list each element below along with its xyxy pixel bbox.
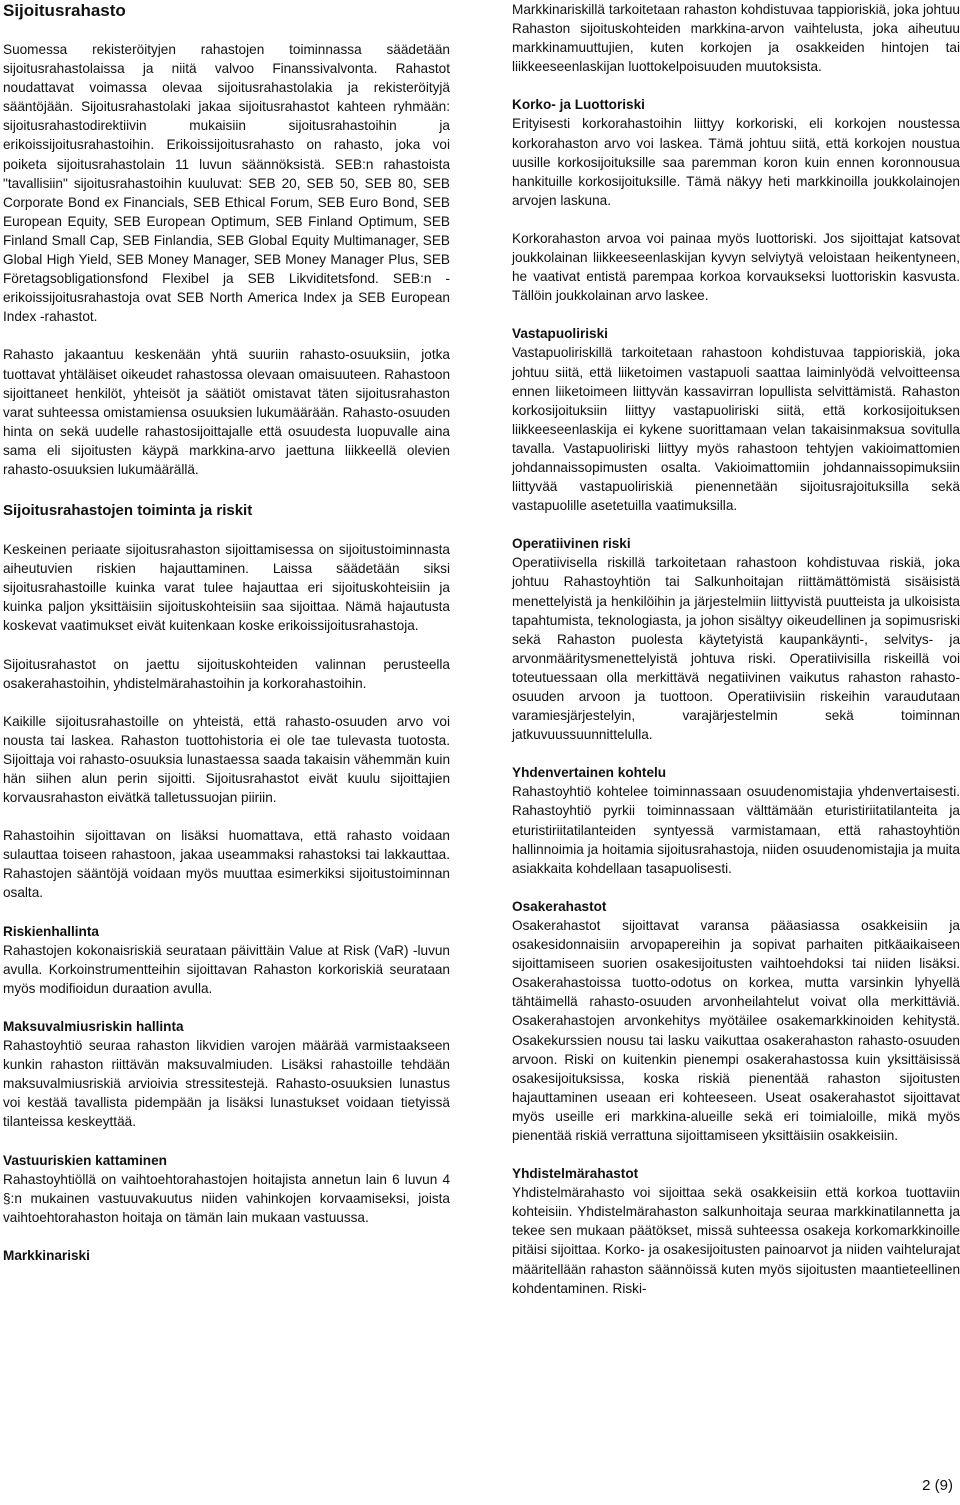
paragraph-operational-risk: Operatiivisella riskillä tarkoitetaan rahastoon kohdistuvaa riskiä, joka johtuu Rahastoyhtiön tai Salkunhoitajan riittämättömistä sisäisistä menettelyistä ja henkilöihin ja järjestelmiin liittyvistä puutteista ja ulkoisista tapahtumista, teknologiasta, ja johon sisältyy oikeudellinen ja sopimusriski sekä Rahaston puolesta käytetyistä kaupankäynti-, selvitys- ja arvonmääritysmenettelyistä johtuva riski. Operatiivisilla riskeillä voi toteutuessaan olla merkittävä negatiivinen vaikutus rahaston rahasto-osuuden arvoon ja tuottoon. Operatiivisiin riskeihin varaudutaan varamiesjärjestelyin, varajärjestelmin sekä toiminnan jatkuvuussuunnittelulla.: [512, 555, 960, 743]
heading-market-risk: Markkinariski: [3, 1247, 90, 1263]
paragraph-counterparty-risk: Vastapuoliriskillä tarkoitetaan rahastoon kohdistuvaa tappioriskiä, joka johtuu siitä, että liiketoimen vastapuoli saattaa laiminlyödä velvoitteensa ennen liiketoimeen liittyvän kassavirran lopullista selvittämistä. Rahaston korkosijoituksiin liittyy vastapuoliriski siitä, että korkosijoituksen liikkeeseenlaskija ei kykene suorittamaan velan takaisinmaksua sovitulla tavalla. Vastapuoliriski liittyy myös rahastoon tehtyjen vakioimattomien johdannaissopimusten osalta. Vakioimattomiin johdannaissopimuksiin liittyvää vastapuoliriskiä pienennetään sijoitusrajoituksilla sekä vastapuolille asetetuilla vaatimuksilla.: [512, 345, 960, 514]
heading-liquidity-risk: Maksuvalmiusriskin hallinta: [3, 1018, 184, 1034]
heading-counterparty-risk: Vastapuoliriski: [512, 326, 608, 342]
paragraph-fund-changes: Rahastoihin sijoittavan on lisäksi huomattava, että rahasto voidaan sulauttaa toiseen rahastoon, jakaa useammaksi rahastoksi tai lakkauttaa. Rahastojen sääntöjä voidaan myös muuttaa esimerkiksi sijoitustoiminnan osalta.: [3, 828, 450, 901]
paragraph-liability-coverage: Rahastoyhtiöllä on vaihtoehtorahastojen hoitajista annetun lain 6 luvun 4 §:n mukainen vastuuvakuutus niiden vahinkojen korvaamiseksi, joista vaihtoehtorahaston hoitaja on tämän lain mukaan vastuussa.: [3, 1171, 450, 1225]
heading-operational-risk: Operatiivinen riski: [512, 536, 631, 552]
paragraph-diversification: Keskeinen periaate sijoitusrahaston sijoittamisessa on sijoitustoiminnasta aiheutuvien riskien hajauttaminen. Laissa säädetään siksi sijoitusrahastoille kuinka varat tulee hajauttaa eri sijoituskohteisiin ja kuinka paljon yksittäisiin sijoituskohteisiin saa sijoittaa. Nämä hajautusta koskevat vaatimukset eivät kuitenkaan koske erikoissijoitusrahastoja.: [3, 542, 450, 634]
paragraph-fund-units: Rahasto jakaantuu keskenään yhtä suuriin rahasto-osuuksiin, jotka tuottavat yhtäläiset oikeudet rahastossa olevaan omaisuuteen. Rahastoon sijoittaneet henkilöt, yhteisöt ja säätiöt omistavat täten sijoitusrahaston varat suhteessa omistamiensa osuuksien lukumäärään. Rahasto-osuuden hinta on sekä uudelle rahastosijoittajalle että osuudesta luopuvalle aina sama eli sijoitusten käypä markkina-arvo jaettuna liikkeellä olevien rahasto-osuuksien lukumäärällä.: [3, 347, 450, 477]
page-number: 2 (9): [922, 1477, 953, 1494]
heading-risk-management: Riskienhallinta: [3, 923, 99, 939]
paragraph-equal-treatment: Rahastoyhtiö kohtelee toiminnassaan osuudenomistajia yhdenvertaisesti. Rahastoyhtiö pyrkii toiminnassaan välttämään eturistiriitatilanteita ja eturistiriitatilanteiden syntyessä varmistamaan, että rahastoyhtiön hallinnoimia ja hoitamia sijoitusrahastoja, niiden osuudenomistajia ja muita asiakkaita kohdellaan tasapuolisesti.: [512, 784, 960, 876]
paragraph-fund-types: Sijoitusrahastot on jaettu sijoituskohteiden valinnan perusteella osakerahastoihin, yhdistelmärahastoihin ja korkorahastoihin.: [3, 656, 450, 691]
paragraph-value-fluctuation: Kaikille sijoitusrahastoille on yhteistä, että rahasto-osuuden arvo voi nousta tai laskea. Rahaston tuottohistoria ei ole tae tulevasta tuotosta. Sijoittaja voi rahasto-osuuksia lunastaessa saada takaisin vähemmän kuin hän siihen alun perin sijoitti. Sijoitusrahastot eivät kuulu sijoittajien korvausrahaston eivätkä talletussuojan piiriin.: [3, 713, 450, 806]
heading-interest-credit-risk: Korko- ja Luottoriski: [512, 97, 645, 113]
paragraph-fund-regulation: Suomessa rekisteröityjen rahastojen toiminnassa säädetään sijoitusrahastolaissa ja niitä valvoo Finanssivalvonta. Rahastot noudattavat voimassa olevaa sijoitusrahastolakia ja rekisteröityjä sääntöjään. Sijoitusrahastolaki jakaa sijoitusrahastot kahteen ryhmään: sijoitusrahastodirektiivin mukaisiin sijoitusrahastoihin ja erikoissijoitusrahastoihin. Erikoissijoitusrahasto on rahasto, joka voi poiketa sijoitusrahastolain 11 luvun säännöksistä. SEB:n rahastoista "tavallisiin" sijoitusrahastoihin kuuluvat: SEB 20, SEB 50, SEB 80, SEB Corporate Bond ex Financials, SEB Ethical Forum, SEB Euro Bond, SEB European Equity, SEB European Optimum, SEB Finland Optimum, SEB Finland Small Cap, SEB Finlandia, SEB Global Equity Multimanager, SEB Global High Yield, SEB Money Manager, SEB Money Manager Plus, SEB Företagsobligationsfond Flexibel ja SEB Likviditetsfond. SEB:n -erikoissijoitusrahastoja ovat SEB North America Index ja SEB European Index -rahastot.: [3, 42, 450, 325]
heading-equity-funds: Osakerahastot: [512, 898, 607, 914]
paragraph-credit-risk: Korkorahaston arvoa voi painaa myös luottoriski. Jos sijoittajat katsovat joukkolainan liikkeeseenlaskijan kyvyn selviytyä veloistaan heikentyneen, he vaativat entistä parempaa korkoa korvaukseksi luottoriskin kasvusta. Tällöin joukkolainan arvo laskee.: [512, 230, 960, 304]
paragraph-liquidity-risk: Rahastoyhtiö seuraa rahaston likvidien varojen määrää varmistaakseen kunkin rahaston riittävän maksuvalmiuden. Lisäksi rahastoille tehdään maksuvalmiusriskiä arvioivia stressitestejä. Rahasto-osuuksien lunastus voi kestää tavallista pidempään ja lisäksi lunastukset voidaan tietyissä tilanteissa keskeyttää.: [3, 1038, 450, 1130]
heading-balanced-funds: Yhdistelmärahastot: [512, 1166, 639, 1182]
right-column: [512, 0, 960, 1298]
heading-equal-treatment: Yhdenvertainen kohtelu: [512, 765, 667, 781]
left-column: [3, 0, 450, 1265]
section-title-sijoitusrahasto: Sijoitusrahasto: [3, 1, 126, 20]
paragraph-market-risk: Markkinariskillä tarkoitetaan rahaston kohdistuvaa tappioriskiä, joka johtuu Rahaston sijoituskohteiden markkina-arvon vaihtelusta, joka aiheutuu markkinamuuttujien, kuten korkojen ja osakkeiden hintojen tai liikkeeseenlaskijan luottokelpoisuuden muutoksista.: [512, 2, 960, 75]
heading-liability-coverage: Vastuuriskien kattaminen: [3, 1152, 167, 1168]
paragraph-equity-funds: Osakerahastot sijoittavat varansa pääasiassa osakkeisiin ja osakesidonnaisiin arvopapereihin ja sopivat parhaiten pitkäaikaiseen sijoittamiseen suorien osakesijoitusten vaihtoehdoksi tai niiden lisäksi. Osakerahastoissa tuotto-odotus on korkea, mutta varsinkin lyhyellä tähtäimellä rahasto-osuuden arvonheilahtelut voivat olla merkittäviä. Osakerahastojen arvonkehitys myötäilee osakemarkkinoiden kehitystä. Osakekurssien nousu tai lasku vaikuttaa osakerahaston rahasto-osuuden arvoon. Riski on kuitenkin pienempi osakerahastossa kuin yksittäisissä osakesijoituksissa, koska riskiä pienentää rahaston sijoitusten hajauttaminen useaan eri kohteeseen. Useat osakerahastot sijoittavat myös useille eri markkina-alueille sekä eri toimialoille, mikä myös pienentää riskiä verrattuna sijoittamiseen yksittäisiin osakkeisiin.: [512, 917, 960, 1143]
paragraph-risk-management: Rahastojen kokonaisriskiä seurataan päivittäin Value at Risk (VaR) -luvun avulla. Korkoinstrumentteihin sijoittavan Rahaston korkoriskiä seurataan myös modifioidun duraation avulla.: [3, 942, 450, 996]
paragraph-interest-risk: Erityisesti korkorahastoihin liittyy korkoriski, eli korkojen noustessa korkorahaston arvo voi laskea. Tämä johtuu siitä, että korkojen noustua uusille korkosijoituksille saa paremman koron kuin ennen koronnousua hankituille korkosijoituksille. Tämä näkyy heti markkinoilla joukkolainojen arvojen laskuna.: [512, 116, 960, 208]
paragraph-balanced-funds: Yhdistelmärahasto voi sijoittaa sekä osakkeisiin että korkoa tuottaviin kohteisiin. Yhdistelmärahaston salkunhoitaja seuraa markkinatilannetta ja tekee sen mukaan päätökset, missä suhteessa osakeja korkomarkkinoille pitäisi sijoittaa. Korko- ja osakesijoitusten painoarvot ja niiden vaihtelurajat määritellään rahaston säännöissä kuten myös sijoitusten maantieteellinen kohdentaminen. Riski-: [512, 1185, 960, 1296]
section-title-operations-risks: Sijoitusrahastojen toiminta ja riskit: [3, 502, 253, 520]
